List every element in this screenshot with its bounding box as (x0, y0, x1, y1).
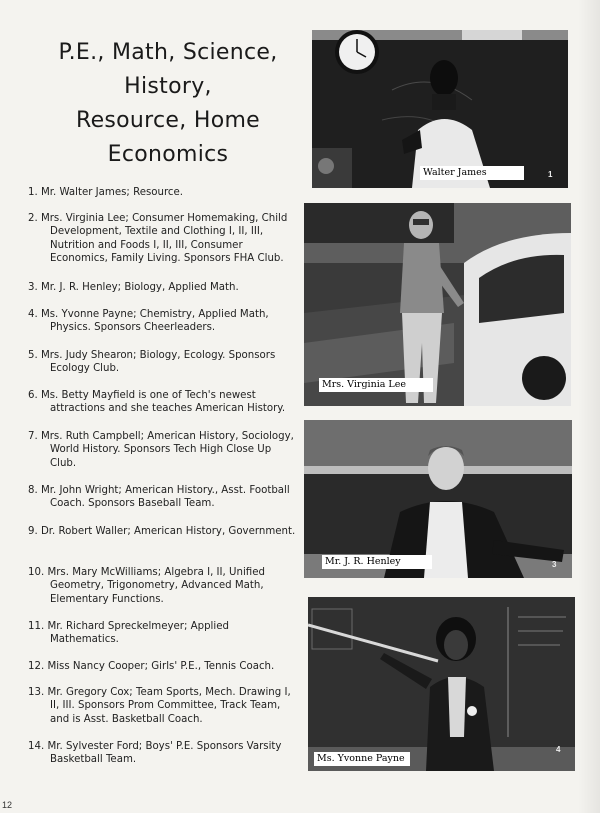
title-line: Resource, Home (75, 108, 261, 133)
staff-item: 7. Mrs. Ruth Campbell; American History, Sociology, World History. Sponsors Tech High Close Up Club. (28, 431, 294, 469)
outdoor-car-photo (304, 203, 571, 406)
staff-item: 6. Ms. Betty Mayfield is one of Tech's newest attractions and she teaches American History. (28, 390, 286, 415)
title-line: P.E., Math, Science, (58, 40, 278, 65)
photo-number: 4 (556, 745, 561, 754)
photo-yvonne-payne (308, 597, 575, 771)
page-number: 12 (2, 800, 13, 810)
staff-item: 8. Mr. John Wright; American History., Asst. Football Coach. Sponsors Baseball Team. (28, 485, 290, 510)
photo-caption: Mr. J. R. Henley (322, 555, 432, 569)
title-line: History, (124, 74, 212, 99)
staff-item: 1. Mr. Walter James; Resource. (28, 187, 184, 198)
staff-item: 14. Mr. Sylvester Ford; Boys' P.E. Sponsors Varsity Basketball Team. (28, 741, 282, 766)
staff-item: 4. Ms. Yvonne Payne; Chemistry, Applied Math, Physics. Sponsors Cheerleaders. (28, 309, 269, 334)
photo-number: 3 (552, 560, 557, 569)
staff-item: 13. Mr. Gregory Cox; Team Sports, Mech. Drawing I, II, III. Sponsors Prom Committee, Track Team, and is Asst. Basketball Coach. (28, 687, 291, 725)
staff-item: 10. Mrs. Mary McWilliams; Algebra I, II, Unified Geometry, Trigonometry, Advanced Math, Elementary Functions. (28, 567, 265, 605)
photo-caption: Ms. Yvonne Payne (314, 752, 410, 766)
chalkboard-photo (308, 597, 575, 771)
page-title (40, 36, 296, 172)
staff-item: 12. Miss Nancy Cooper; Girls' P.E., Tennis Coach. (28, 661, 275, 672)
photo-number: 1 (548, 170, 553, 179)
photo-jr-henley (304, 420, 572, 578)
photo-caption: Walter James (420, 166, 524, 180)
staff-item: 5. Mrs. Judy Shearon; Biology, Ecology. Sponsors Ecology Club. (28, 350, 276, 375)
photo-virginia-lee (304, 203, 571, 406)
staff-item: 3. Mr. J. R. Henley; Biology, Applied Math. (28, 282, 239, 293)
staff-item: 11. Mr. Richard Spreckelmeyer; Applied Mathematics. (28, 621, 229, 646)
classroom-clock-photo (312, 30, 568, 188)
photo-walter-james (312, 30, 568, 188)
title-line: Economics (107, 142, 229, 167)
page-edge-shade (578, 0, 600, 813)
staff-item: 9. Dr. Robert Waller; American History, Government. (28, 526, 296, 537)
staff-item: 2. Mrs. Virginia Lee; Consumer Homemaking, Child Development, Textile and Clothing I, II, III, Nutrition and Foods I, II, III, Consumer Economics, Family Living. Sponsors FHA Club. (28, 213, 288, 265)
photo-caption: Mrs. Virginia Lee (319, 378, 433, 392)
